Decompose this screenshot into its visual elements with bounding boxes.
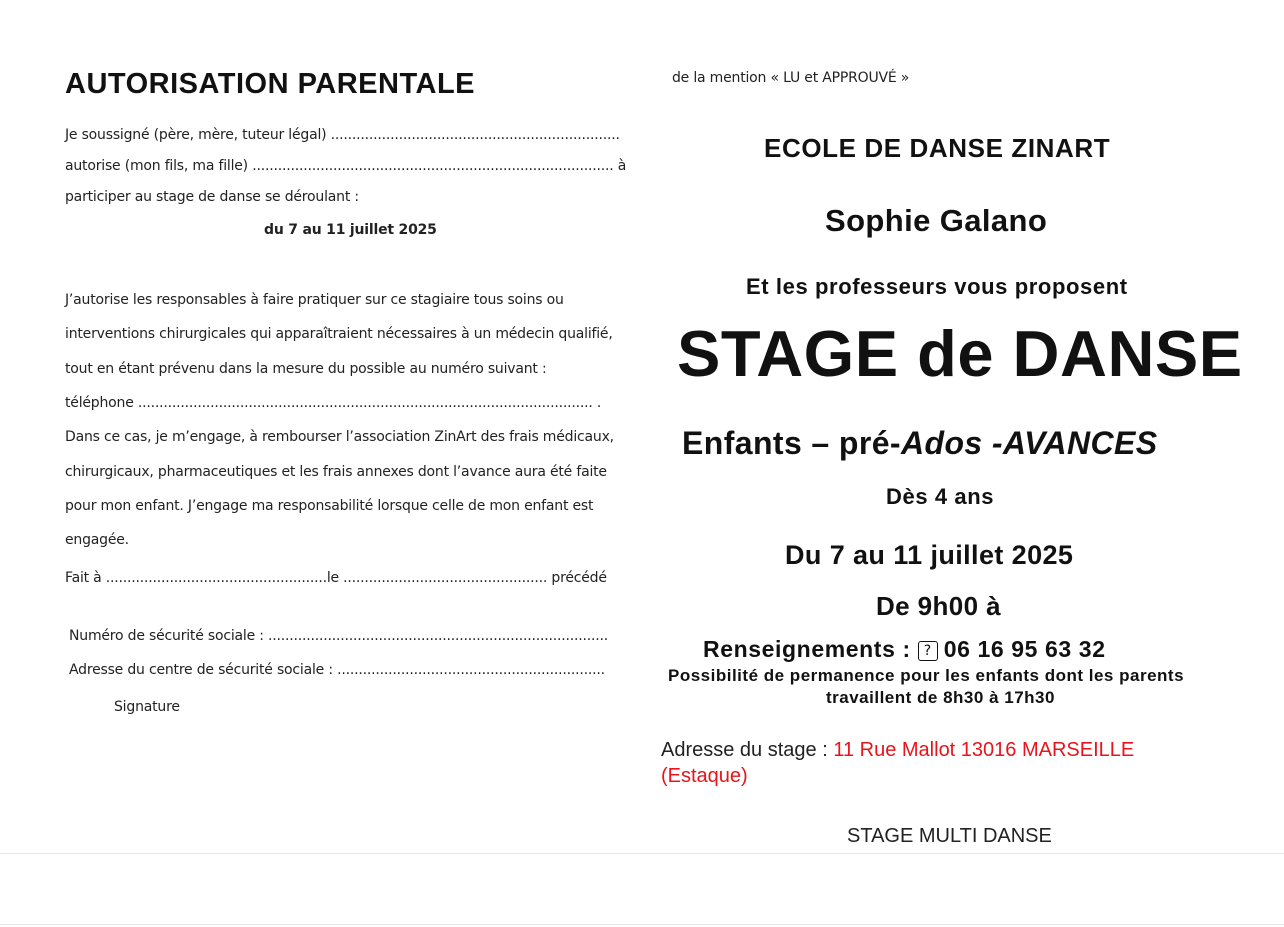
permanence-line-1: Possibilité de permanence pour les enfants dont les parents [668,666,1185,685]
participation-line: participer au stage de danse se déroulant : [65,189,359,205]
address-value: 11 Rue Mallot 13016 MARSEILLE [833,739,1135,761]
multi-dance-label: STAGE MULTI DANSE [847,825,1052,847]
consent-paragraph-line-7: pour mon enfant. J’engage ma responsabilité lorsque celle de mon enfant est [65,498,594,514]
place-date-line: Fait à ....................................................le ................................................ précédé [65,570,607,586]
child-line: autorise (mon fils, ma fille) ..................................................................................... à [65,158,627,174]
school-name: ECOLE DE DANSE ZINART [764,133,1111,163]
consent-paragraph-line-8: engagée. [65,532,129,548]
permanence-line-2: travaillent de 8h30 à 17h30 [826,688,1055,707]
page-divider [0,853,1284,854]
consent-paragraph-line-2: interventions chirurgicales qui apparaîtraient nécessaires à un médecin qualifié, [65,326,613,342]
contact-label: Renseignements : [703,636,911,662]
consent-paragraph-line-6: chirurgicaux, pharmaceutiques et les frais annexes dont l’avance aura été faite [65,464,607,480]
levels-part-1: Enfants – pré- [682,425,901,461]
guardian-line: Je soussigné (père, mère, tuteur légal) .................................................................... [65,127,620,143]
consent-paragraph-line-3: tout en étant prévenu dans la mesure du possible au numéro suivant : [65,361,547,377]
approval-mention: de la mention « LU et APPROUVÉ » [672,70,910,86]
consent-paragraph-line-5: Dans ce cas, je m’engage, à rembourser l’association ZinArt des frais médicaux, [65,429,614,445]
signature-label: Signature [114,699,180,715]
propose-line: Et les professeurs vous proposent [746,274,1128,299]
stage-dates: Du 7 au 11 juillet 2025 [785,540,1074,570]
authorization-title: AUTORISATION PARENTALE [65,68,476,100]
address-label: Adresse du stage : [661,739,834,761]
address-district: (Estaque) [661,765,748,787]
contact-phone[interactable]: 06 16 95 63 32 [943,636,1106,662]
age-line: Dès 4 ans [886,484,995,509]
authorization-dates: du 7 au 11 juillet 2025 [264,222,437,238]
director-name: Sophie Galano [825,203,1048,238]
levels-part-2: Ados -AVANCES [900,425,1158,461]
consent-paragraph-line-1: J’autorise les responsables à faire pratiquer sur ce stagiaire tous soins ou [65,292,564,308]
levels-line [682,425,1157,462]
phone-icon: ? [918,641,938,661]
phone-line: téléphone ........................................................................................................... . [65,395,602,411]
social-security-address-line: Adresse du centre de sécurité sociale : ............................................................... [69,662,605,678]
page-divider-bottom [0,924,1284,925]
contact-line [703,636,1106,663]
stage-hours: De 9h00 à [876,591,1002,621]
social-security-number-line: Numéro de sécurité sociale : ................................................................................ [69,628,609,644]
stage-address [661,739,1134,762]
stage-title: STAGE de DANSE [677,317,1243,390]
